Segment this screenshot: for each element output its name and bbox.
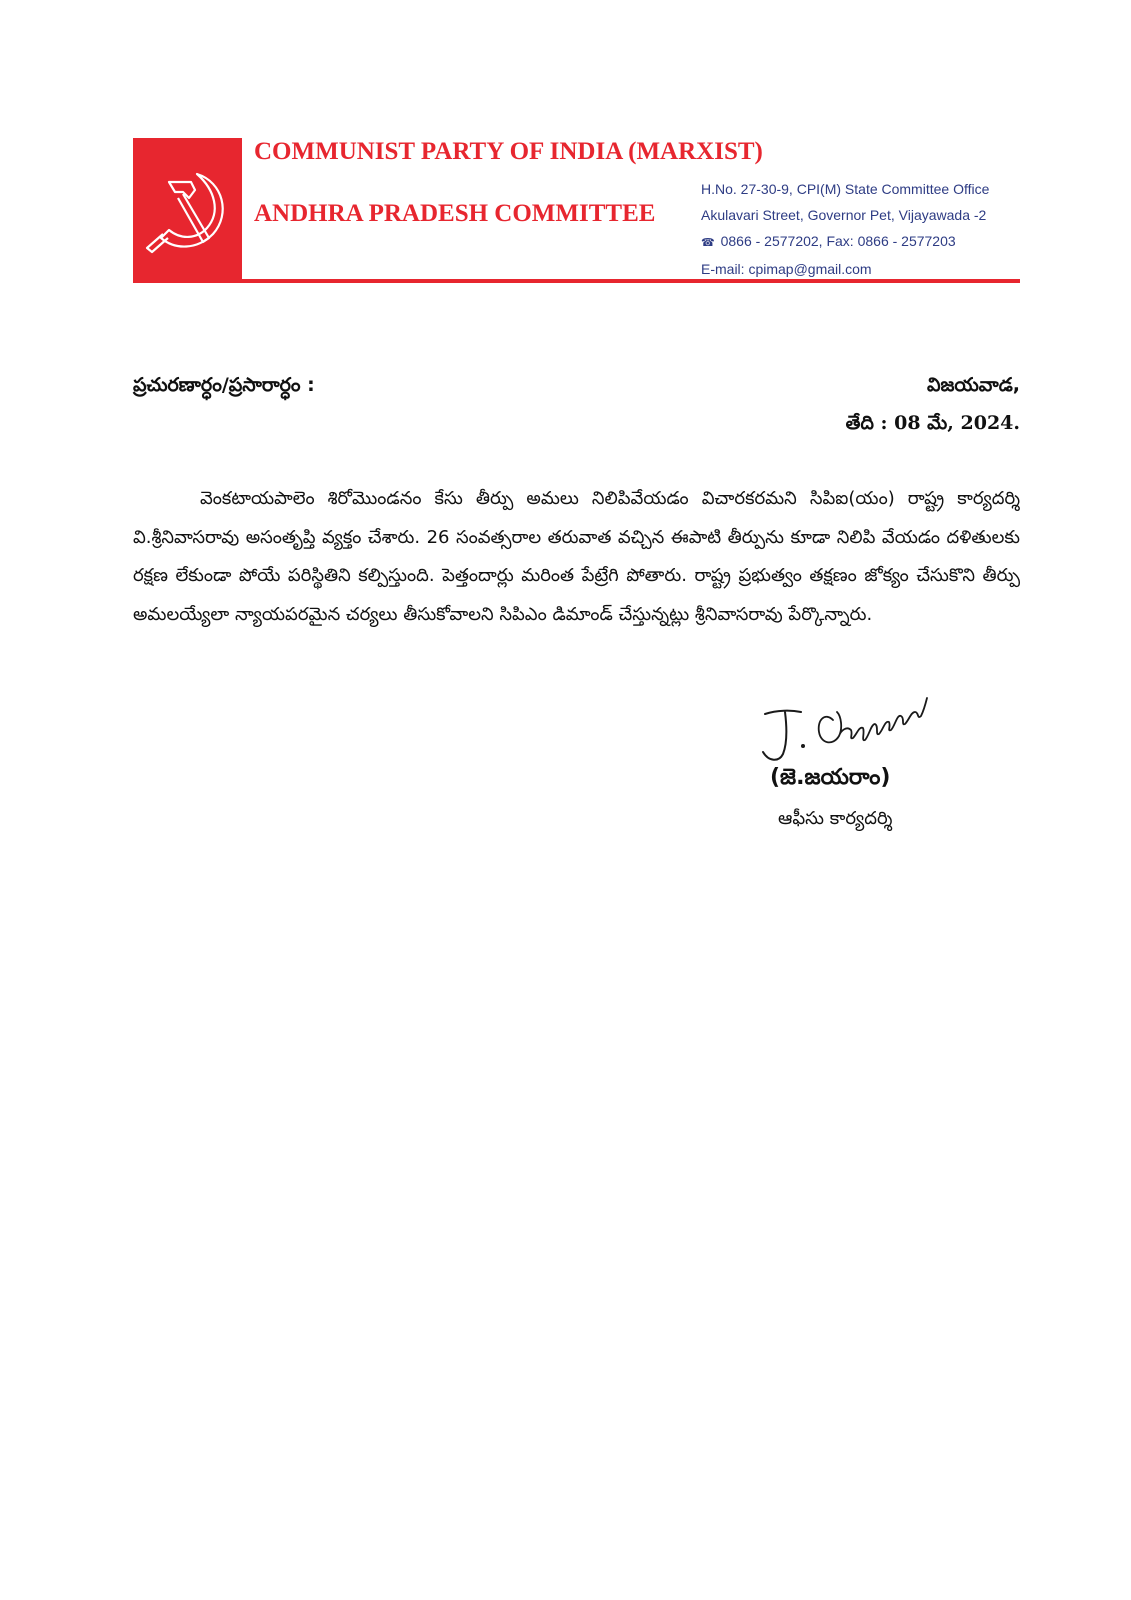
release-date: తేది : 08 మే, 2024.: [845, 412, 1020, 434]
address-line-1: H.No. 27-30-9, CPI(M) State Committee Office: [701, 181, 990, 197]
release-label: ప్రచురణార్ధం/ప్రసారార్ధం :: [133, 374, 315, 396]
email-line: E-mail: cpimap@gmail.com: [701, 261, 872, 277]
signatory-title: ఆఫీసు కార్యదర్శి: [778, 808, 893, 829]
address-line-2: Akulavari Street, Governor Pet, Vijayawada -2: [701, 207, 987, 223]
phone-line: [701, 228, 989, 256]
place-name: విజయవాడ,: [926, 374, 1020, 396]
org-name: COMMUNIST PARTY OF INDIA (MARXIST): [254, 138, 763, 165]
party-logo: [133, 138, 242, 281]
handwritten-signature: [755, 686, 930, 770]
phone-fax-text: 0866 - 2577202, Fax: 0866 - 2577203: [720, 233, 956, 249]
header-rule: [133, 279, 1020, 283]
signatory-name: (జె.జయరాం): [770, 765, 891, 790]
office-address: [701, 176, 989, 282]
hammer-sickle-icon: [139, 168, 237, 254]
letterhead: [133, 138, 1020, 285]
org-committee: ANDHRA PRADESH COMMITTEE: [254, 200, 656, 227]
press-release-body: వెంకటాయపాలెం శిరోమొండనం కేసు తీర్పు అమలు నిలిపివేయడం విచారకరమని సిపిఐ(యం) రాష్ట్ర కార్యదర్శి వి.శ్రీనివాసరావు అసంతృప్తి వ్యక్తం చేశారు. 26 సంవత్సరాల తరువాత వచ్చిన ఈపాటి తీర్పును కూడా నిలిపి వేయడం దళితులకు రక్షణ లేకుండా పోయే పరిస్థితిని కల్పిస్తుంది. పెత్తందార్లు మరింత పేట్రేగి పోతారు. రాష్ట్ర ప్రభుత్వం తక్షణం జోక్యం చేసుకొని తీర్పు అమలయ్యేలా న్యాయపరమైన చర్యలు తీసుకోవాలని సిపిఎం డిమాండ్ చేస్తున్నట్లు శ్రీనివాసరావు పేర్కొన్నారు.: [133, 488, 1020, 625]
phone-icon: ☎: [701, 237, 715, 249]
